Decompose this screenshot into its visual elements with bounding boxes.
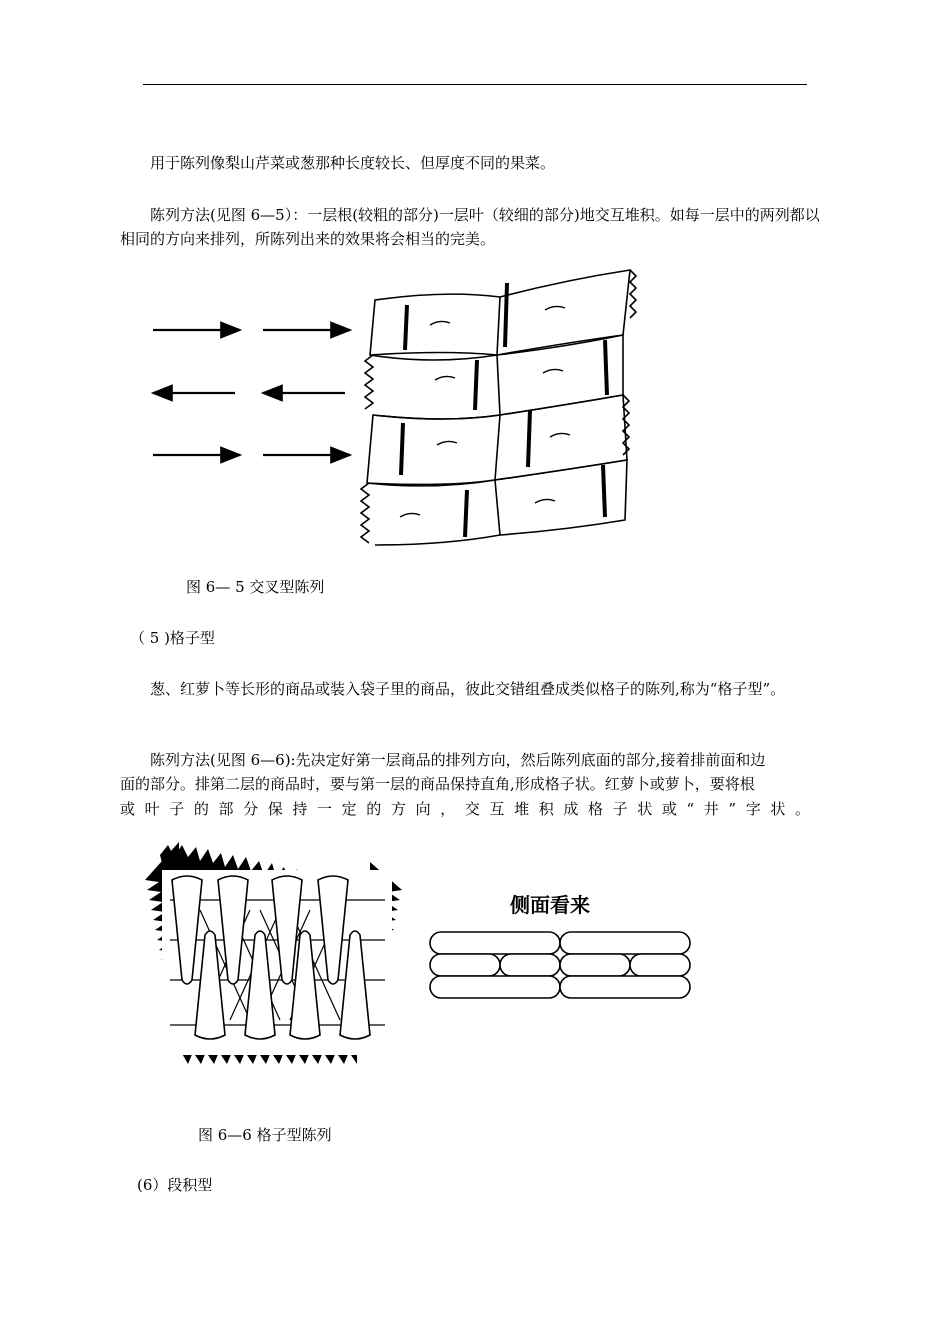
direction-arrows: [153, 330, 350, 455]
figure-6-5-caption: 图 6— 5 交叉型陈列: [186, 578, 325, 596]
header-rule: [143, 84, 807, 85]
celery-bands: [401, 283, 607, 537]
paragraph-method-cross: 陈列方法(见图 6—5）：一层根(较粗的部分)一层叶（较细的部分)地交互堆积。如每一层中的两列都以相同的方向来排列，所陈列出来的效果将会相当的完美。: [120, 206, 820, 248]
carrot-stack-drawing: [145, 842, 402, 1064]
figure-6-6-caption: 图 6—6 格子型陈列: [198, 1126, 332, 1144]
grid-display-figure: [140, 840, 700, 1070]
paragraph-grid-definition: 葱、红萝卜等长形的商品或装入袋子里的商品，彼此交错组叠成类似格子的陈列,称为“格子型”。: [150, 680, 786, 698]
side-view-label: 侧面看来: [510, 893, 590, 917]
section-heading-6: (6）段积型: [137, 1176, 213, 1194]
paragraph-grid-method-line3: 或叶子的部分保持一定的方向，交互堆积成格子状或“井”字状。: [120, 800, 810, 818]
paragraph-usage: 用于陈列像梨山芹菜或葱那种长度较长、但厚度不同的果菜。: [150, 154, 556, 172]
paragraph-grid-method-line2: 面的部分。排第二层的商品时，要与第一层的商品保持直角,形成格子状。红萝卜或萝卜，要将根: [120, 775, 755, 793]
paragraph-grid-method-line1: 陈列方法(见图 6—6):先决定好第一层商品的排列方向，然后陈列底面的部分,接着排前面和边: [150, 751, 766, 769]
cross-display-figure: [145, 255, 645, 555]
celery-stack: [361, 270, 636, 545]
side-view-drawing: [430, 932, 690, 998]
section-heading-5: （ 5 )格子型: [130, 629, 215, 647]
